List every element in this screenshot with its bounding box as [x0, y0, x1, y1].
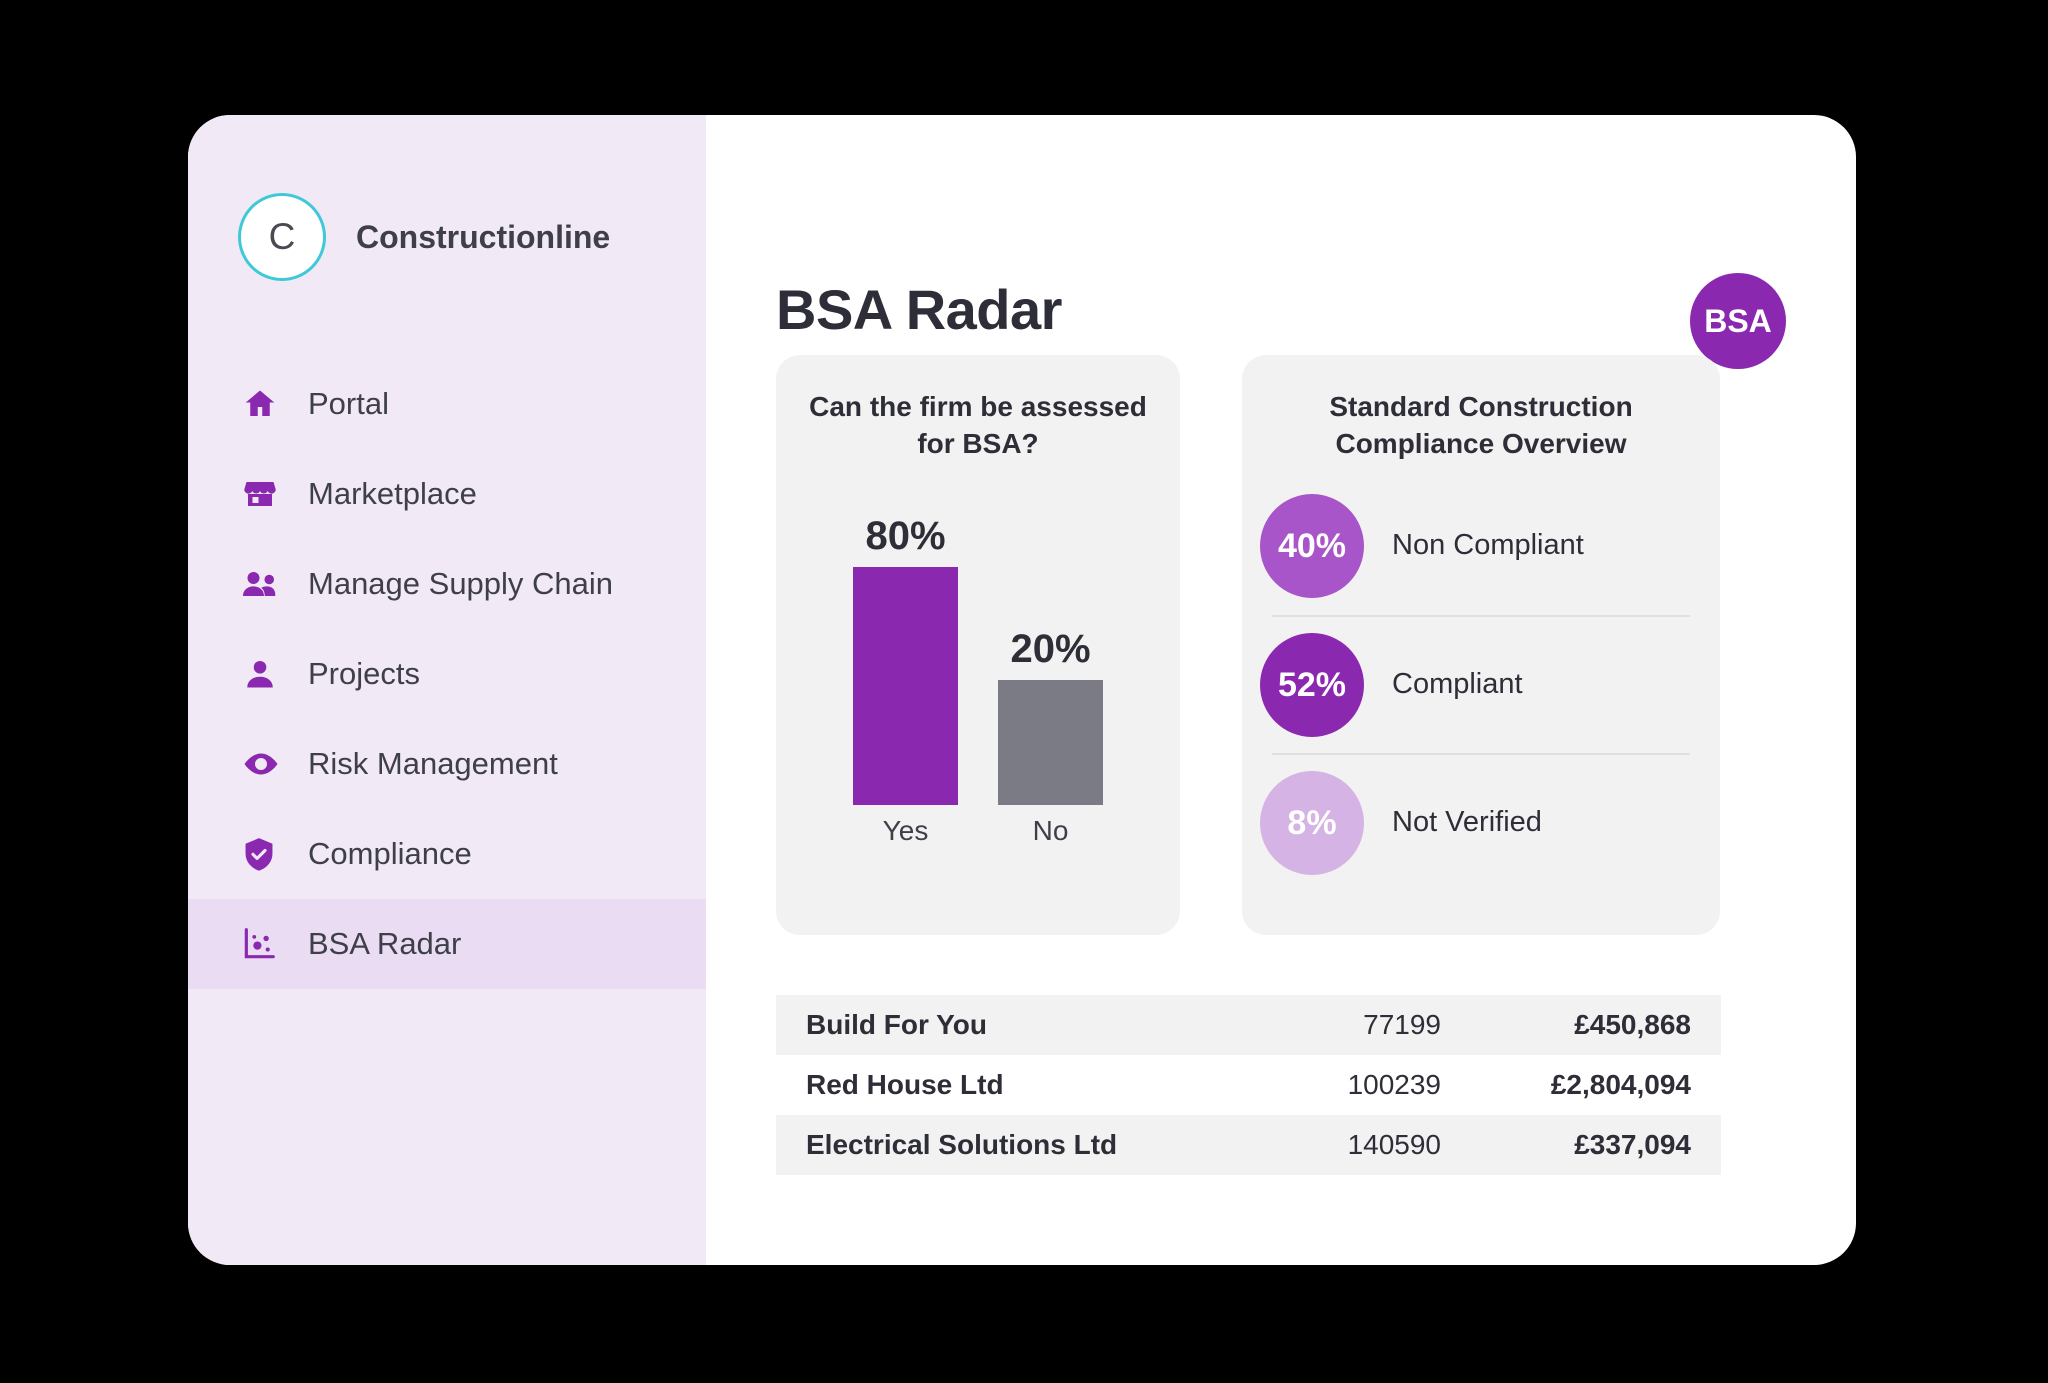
compliance-label: Not Verified	[1392, 806, 1542, 839]
table-cell-name: Build For You	[806, 1009, 987, 1040]
bar-yes	[853, 475, 958, 805]
main-content	[706, 115, 1856, 1265]
bar-no	[998, 475, 1103, 805]
table-cell-name: Electrical Solutions Ltd	[806, 1129, 1118, 1160]
sidebar-item-bsa-radar[interactable]	[188, 899, 706, 989]
sidebar-item-label: Compliance	[308, 836, 472, 871]
sidebar-item-projects[interactable]	[188, 629, 706, 719]
table-cell-number: 77199	[1363, 1009, 1441, 1040]
compliance-row	[1272, 477, 1690, 615]
table-row[interactable]	[776, 1055, 1721, 1115]
compliance-card-title: Standard Construction Compliance Overview	[1329, 391, 1633, 459]
home-icon	[240, 382, 292, 426]
bar-axis-labels	[776, 815, 1180, 847]
table-cell-amount: £337,094	[1574, 1129, 1691, 1160]
bar-rect-no	[998, 680, 1103, 805]
storefront-icon	[240, 472, 292, 516]
people-icon	[240, 562, 292, 606]
sidebar-item-portal[interactable]	[188, 359, 706, 449]
firms-table	[776, 995, 1721, 1175]
bar-rect-yes	[853, 567, 958, 805]
table-cell-number: 140590	[1347, 1129, 1441, 1160]
bar-group	[776, 475, 1180, 805]
sidebar-item-label: Risk Management	[308, 746, 558, 781]
bar-value-yes: 80%	[865, 514, 946, 558]
compliance-label: Non Compliant	[1392, 529, 1584, 562]
compliance-row	[1272, 615, 1690, 753]
person-icon	[240, 652, 292, 696]
table-cell-amount: £2,804,094	[1550, 1069, 1691, 1100]
bsa-badge: BSA	[1690, 273, 1786, 369]
page-title: BSA Radar	[776, 278, 1062, 341]
bar-label-yes: Yes	[882, 815, 929, 846]
compliance-list	[1272, 477, 1690, 891]
scatter-chart-icon	[240, 922, 292, 966]
sidebar-item-label: Portal	[308, 386, 389, 421]
eye-icon	[240, 742, 292, 786]
table-cell-name: Red House Ltd	[806, 1069, 1004, 1100]
brand-name: Constructionline	[356, 218, 611, 255]
cards-row	[776, 355, 1721, 935]
compliance-row	[1272, 753, 1690, 891]
table-row[interactable]	[776, 1115, 1721, 1175]
sidebar-item-risk-management[interactable]	[188, 719, 706, 809]
table-cell-amount: £450,868	[1574, 1009, 1691, 1040]
assessment-card	[776, 355, 1180, 935]
table-cell-number: 100239	[1347, 1069, 1441, 1100]
table-row[interactable]	[776, 995, 1721, 1055]
bar-value-no: 20%	[1010, 627, 1091, 671]
assessment-bar-chart	[776, 475, 1180, 875]
sidebar	[188, 115, 706, 1265]
compliance-value: 52%	[1260, 633, 1364, 737]
compliance-value: 40%	[1260, 494, 1364, 598]
assessment-card-title: Can the firm be assessed for BSA?	[809, 391, 1147, 459]
compliance-value: 8%	[1260, 771, 1364, 875]
sidebar-item-marketplace[interactable]	[188, 449, 706, 539]
sidebar-item-label: Projects	[308, 656, 420, 691]
compliance-label: Compliant	[1392, 668, 1523, 701]
compliance-card	[1242, 355, 1720, 935]
shield-check-icon	[240, 832, 292, 876]
sidebar-item-compliance[interactable]	[188, 809, 706, 899]
sidebar-item-label: BSA Radar	[308, 926, 462, 961]
sidebar-item-label: Marketplace	[308, 476, 477, 511]
brand[interactable]	[188, 115, 706, 281]
brand-logo-icon: C	[238, 193, 326, 281]
app-window	[188, 115, 1856, 1265]
sidebar-item-label: Manage Supply Chain	[308, 566, 614, 601]
sidebar-nav	[188, 359, 706, 989]
sidebar-item-manage-supply-chain[interactable]	[188, 539, 706, 629]
bar-label-no: No	[1032, 815, 1069, 846]
